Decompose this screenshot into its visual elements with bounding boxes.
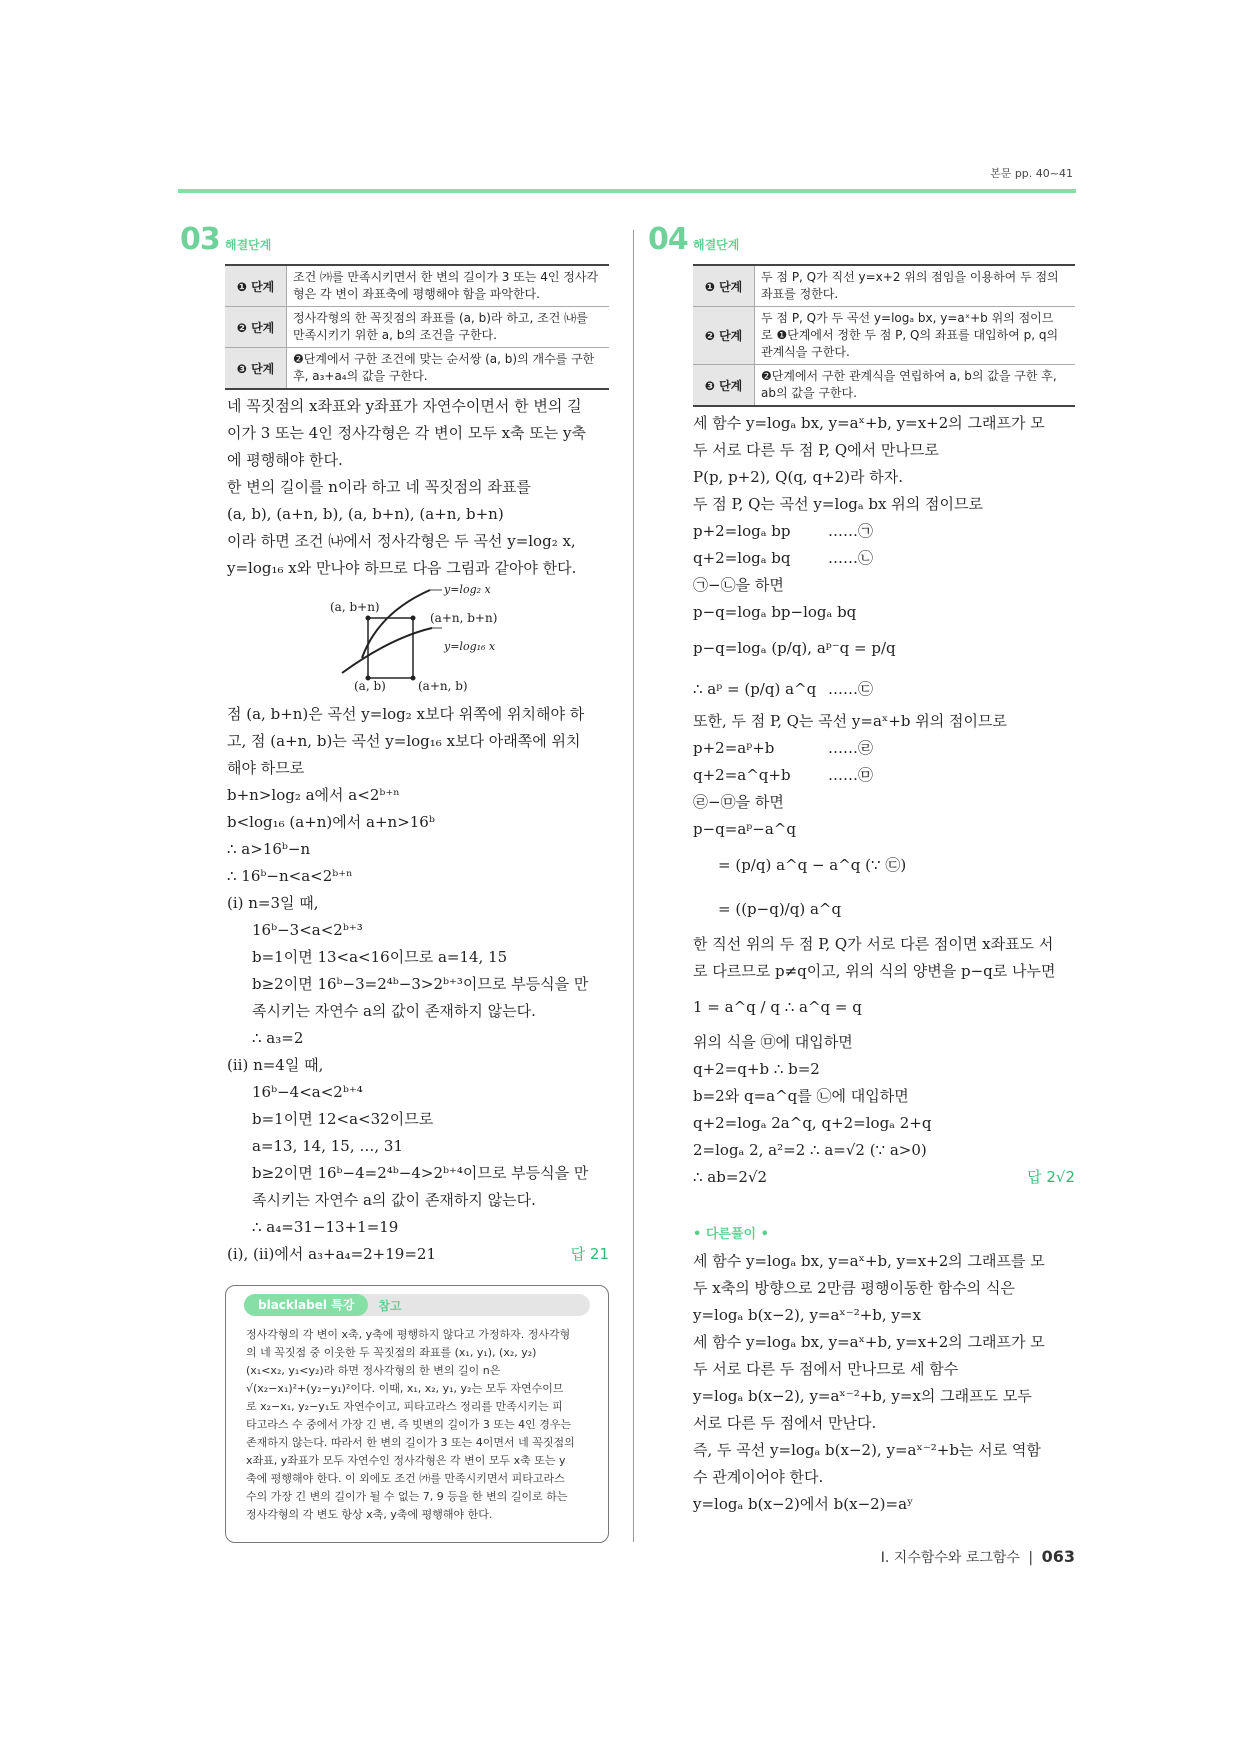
equation-3: ∴ aᵖ = (p/q) a^q ……㉢ (693, 680, 874, 698)
step-text: 정사각형의 한 꼭짓점의 좌표를 (a, b)라 하고, 조건 ㈏를 만족시키기 위한 a, b의 조건을 구한다. (293, 311, 588, 342)
equation-1: p+2=logₐ bp ……㉠ (693, 522, 874, 540)
solution-text-right: 세 함수 y=logₐ bx, y=aˣ+b, y=x+2의 그래프가 모 두 서로 다른 두 점 P, Q에서 만나므로 P(p, p+2), Q(q, q+2)라 하자. 두 점 P, Q는 곡선 y=logₐ bx 위의 점이므로 p+2=logₐ bp ……㉠ q+2=logₐ bq ……㉡ ㉠−㉡을 하면 p−q=logₐ bp−logₐ bq p−q=logₐ (p/q), aᵖ⁻q = p/q ∴ aᵖ = (p/q) a^q ……㉢ 또한, 두 점 P, Q는 곡선 y=aˣ+b 위의 점이므로 p+2=aᵖ+b ……㉣ q+2=a^q+b ……㉤ ㉣−㉤을 하면 p−q=aᵖ−a^q = (p/q) a^q − a^q (∵ ㉢) = ((p−q)/q) a^q 한 직선 위의 두 점 P, Q가 서로 다른 점이면 x좌표도 서 로 다르므로 p≠q이고, 위의 식의 양변을 p−q로 나누면 1 = a^q / q ∴ a^q = q 위의 식을 ㉤에 대입하면 q+2=q+b ∴ b=2 b=2와 q=a^q를 ㉡에 대입하면 q+2=logₐ 2a^q, q+2=logₐ 2+q 2=logₐ 2, a²=2 ∴ a=√2 (∵ a>0) ∴ ab=2√2 답 2√2 • 다른풀이 • 세 함수 y=logₐ bx, y=aˣ+b, y=x+2의 그래프를 모 두 x축의 방향으로 2만큼 평행이동한 함수의 식은 y=logₐ b(x−2), y=aˣ⁻²+b, y=x 세 함수 y=logₐ bx, y=aˣ+b, y=x+2의 그래프가 모 두 서로 다른 두 점에서 만나므로 세 함수 y=logₐ b(x−2), y=aˣ⁻²+b, y=x의 그래프도 모두 서로 다른 두 점에서 만난다. 즉, 두 곡선 y=logₐ b(x−2), y=aˣ⁻²+b는 서로 역함 수 관계이어야 한다. y=logₐ b(x−2)에서 b(x−2)=aʸ (693, 414, 1075, 1513)
step-row (225, 348, 609, 388)
solution-text-left-b: 점 (a, b+n)은 곡선 y=log₂ x보다 위쪽에 위치해야 하 고, 점 (a+n, b)는 곡선 y=log₁₆ x보다 아래쪽에 위치 해야 하므로 b+n>log₂ a에서 a<2ᵇ⁺ⁿ b<log₁₆ (a+n)에서 a+n>16ᵇ ∴ a>16ᵇ−n ∴ 16ᵇ−n<a<2ᵇ⁺ⁿ (ⅰ) n=3일 때, 16ᵇ−3<a<2ᵇ⁺³ b=1이면 13<a<16이므로 a=14, 15 b≥2이면 16ᵇ−3=2⁴ᵇ−3>2ᵇ⁺³이므로 부등식을 만 족시키는 자연수 a의 값이 존재하지 않는다. ∴ a₃=2 (ⅱ) n=4일 때, 16ᵇ−4<a<2ᵇ⁺⁴ b=1이면 12<a<32이므로 a=13, 14, 15, …, 31 b≥2이면 16ᵇ−4=2⁴ᵇ−4>2ᵇ⁺⁴이므로 부등식을 만 족시키는 자연수 a의 값이 존재하지 않는다. ∴ a₄=31−13+1=19 (ⅰ), (ⅱ)에서 a₃+a₄=2+19=21 답 21 (227, 701, 609, 1268)
step-text: ❷단계에서 구한 조건에 맞는 순서쌍 (a, b)의 개수를 구한 후, a₃+a₄의 값을 구한다. (293, 352, 595, 383)
label-top-left-vertex: (a, b+n) (330, 600, 380, 614)
note-box-tag: 참고 (378, 1298, 402, 1313)
step-label: ❷ 단계 (693, 307, 755, 364)
step-text: 두 점 P, Q가 직선 y=x+2 위의 점임을 이용하여 두 점의 좌표를 정한다. (761, 270, 1059, 301)
vertex-point (411, 676, 416, 681)
step-label: ❶ 단계 (693, 266, 755, 306)
step-text: 두 점 P, Q가 두 곡선 y=logₐ bx, y=aˣ+b 위의 점이므 로 ❶단계에서 정한 두 점 P, Q의 좌표를 대입하여 p, q의 관계식을 구한다. (761, 311, 1059, 359)
step-row (693, 266, 1075, 307)
page-number: 063 (1041, 1547, 1075, 1566)
answer-right: 답 2√2 (1027, 1168, 1075, 1186)
top-rule (178, 189, 1076, 193)
problem-number-03: 03 (180, 222, 220, 257)
note-box-body: 정사각형의 각 변이 x축, y축에 평행하지 않다고 가정하자. 정사각형 의 네 꼭짓점 중 이웃한 두 꼭짓점의 좌표를 (x₁, y₁), (x₂, y₂) (x₁<x₂, y₁<y₂)라 하면 정사각형의 한 변의 길이 n은 √(x₂−x₁)²+(y₂−y₁)²이다. 이때, x₁, x₂, y₁, y₂는 모두 자연수이므 로 x₂−x₁, y₂−y₁도 자연수이고, 피타고라스 정리를 만족시키는 피 타고라스 수 중에서 가장 긴 변, 즉 빗변의 길이가 3 또는 4인 경우는 존재하지 않는다. 따라서 한 변의 길이가 3 또는 4이면서 네 꼭짓점의 x좌표, y좌표가 모두 자연수인 정사각형은 각 변이 모두 x축 또는 y 축에 평행해야 한다. 이 외에도 조건 ㈎를 만족시키면서 피타고라스 수의 가장 긴 변의 길이가 될 수 없는 7, 9 등을 한 변의 길이로 하는 정사각형의 각 변도 항상 x축, y축에 평행해야 한다. (246, 1328, 575, 1521)
final-line-right: ∴ ab=2√2 답 2√2 (693, 1164, 1075, 1191)
step-row (693, 307, 1075, 365)
answer-left: 답 21 (570, 1245, 609, 1263)
step-row (693, 365, 1075, 405)
equation-4: p+2=aᵖ+b ……㉣ (693, 739, 874, 757)
problem-number-04: 04 (648, 222, 688, 257)
solution-text-left-a: 네 꼭짓점의 x좌표와 y좌표가 자연수이면서 한 변의 길 이가 3 또는 4인 정사각형은 각 변이 모두 x축 또는 y축 에 평행해야 한다. 한 변의 길이를 n이라 하고 네 꼭짓점의 좌표를 (a, b), (a+n, b), (a, b+n), (a+n, b+n) 이라 하면 조건 ㈏에서 정사각형은 두 곡선 y=log₂ x, y=log₁₆ x와 만나야 하므로 다음 그림과 같아야 한다. (227, 397, 587, 577)
column-divider (633, 230, 634, 1542)
label-top-right-vertex: (a+n, b+n) (430, 611, 498, 625)
step-table-left (225, 264, 609, 390)
blacklabel-note-box (225, 1285, 609, 1543)
page-reference: 본문 pp. 40~41 (990, 167, 1073, 180)
step-label: ❷ 단계 (225, 307, 287, 347)
step-text: ❷단계에서 구한 관계식을 연립하여 a, b의 값을 구한 후, ab의 값을 구한다. (761, 369, 1057, 400)
final-line-left: (ⅰ), (ⅱ)에서 a₃+a₄=2+19=21 답 21 (227, 1241, 609, 1268)
step-label: ❸ 단계 (225, 348, 287, 388)
vertex-point (366, 616, 371, 621)
alternative-solution-label: • 다른풀이 • (693, 1227, 769, 1242)
curve-log16 (342, 628, 432, 673)
label-curve-log16: y=log₁₆ x (444, 640, 496, 653)
section-label-left: 해결단계 (225, 238, 272, 252)
step-row (225, 307, 609, 348)
step-table-right (693, 264, 1075, 407)
equation-5: q+2=a^q+b ……㉤ (693, 766, 874, 784)
step-label: ❶ 단계 (225, 266, 287, 306)
vertex-point (411, 616, 416, 621)
label-bottom-left-vertex: (a, b) (354, 679, 386, 693)
note-box-header (244, 1294, 590, 1316)
page-footer: Ⅰ. 지수함수와 로그함수 | 063 (880, 1547, 1075, 1566)
equation-2: q+2=logₐ bq ……㉡ (693, 549, 874, 567)
label-curve-log2: y=log₂ x (444, 583, 491, 596)
square-outline (368, 618, 413, 678)
label-bottom-right-vertex: (a+n, b) (418, 679, 468, 693)
step-label: ❸ 단계 (693, 365, 755, 405)
step-row (225, 266, 609, 307)
section-label-right: 해결단계 (693, 238, 740, 252)
note-box-title: blacklabel 특강 (244, 1294, 368, 1316)
chapter-title: Ⅰ. 지수함수와 로그함수 (880, 1550, 1020, 1566)
step-text: 조건 ㈎를 만족시키면서 한 변의 길이가 3 또는 4인 정사각 형은 각 변이 좌표축에 평행해야 함을 파악한다. (293, 270, 599, 301)
